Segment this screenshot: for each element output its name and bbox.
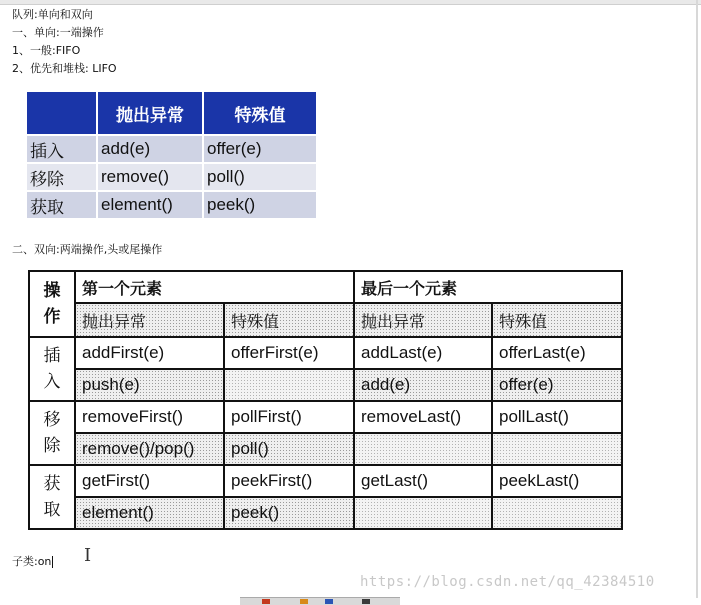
table2-cell: poll() [224,433,354,465]
table1-cell: element() [98,192,202,218]
top-border [0,0,701,5]
app-icon[interactable] [262,599,270,604]
section1-heading: 一、单向:一端操作 [12,26,104,39]
table1-header-throws: 抛出异常 [98,92,202,134]
table2-cell [354,497,492,529]
table2-op-remove: 移 除 [29,401,75,465]
table1-corner-cell [27,92,96,134]
table2-op-header: 操 作 [29,271,75,337]
table2-subheader-row [29,303,622,337]
table2-group-first: 第一个元素 [75,271,354,303]
table2-row [29,497,622,529]
table2-cell: getFirst() [75,465,224,497]
table2-cell [492,433,622,465]
table2-cell: peekFirst() [224,465,354,497]
table2-cell: addFirst(e) [75,337,224,369]
table2-cell: offerFirst(e) [224,337,354,369]
table2-cell: remove()/pop() [75,433,224,465]
table2-subheader: 特殊值 [224,303,354,337]
text-caret [52,556,53,568]
subclass-text-line[interactable] [12,553,53,569]
table2-cell: peekLast() [492,465,622,497]
app-icon[interactable] [300,599,308,604]
table2-subheader: 特殊值 [492,303,622,337]
watermark: https://blog.csdn.net/qq_42384510 [360,574,655,590]
table2-group-last: 最后一个元素 [354,271,622,303]
point-1: 1、一般:FIFO [12,44,81,57]
table1-header-row [27,92,316,134]
ibeam-cursor-icon: I [84,545,92,566]
table1-row [27,192,316,218]
single-queue-table [25,90,318,220]
table1-cell: remove() [98,164,202,190]
subclass-text: 子类:on [12,555,52,568]
table2-row [29,433,622,465]
table1-cell: poll() [204,164,316,190]
table2-cell: removeFirst() [75,401,224,433]
table2-cell: peek() [224,497,354,529]
table1-row [27,164,316,190]
point-2: 2、优先和堆栈: LIFO [12,62,117,75]
table2-cell: add(e) [354,369,492,401]
app-icon[interactable] [325,599,333,604]
table2-cell [354,433,492,465]
table2-cell: addLast(e) [354,337,492,369]
table2-cell: push(e) [75,369,224,401]
table2-cell: element() [75,497,224,529]
table2-cell: offer(e) [492,369,622,401]
table2-group-row [29,271,622,303]
table1-op-insert: 插入 [27,136,96,162]
deque-table [28,270,623,530]
table2-cell: offerLast(e) [492,337,622,369]
table2-cell: pollLast() [492,401,622,433]
table2-cell [224,369,354,401]
table2-op-insert: 插 入 [29,337,75,401]
table1-op-remove: 移除 [27,164,96,190]
table1-cell: add(e) [98,136,202,162]
table2-row [29,337,622,369]
table1-cell: peek() [204,192,316,218]
table2-row [29,465,622,497]
right-border [696,0,698,598]
table2-cell: removeLast() [354,401,492,433]
table2-cell: pollFirst() [224,401,354,433]
table1-cell: offer(e) [204,136,316,162]
section2-heading: 二、双向:两端操作,头或尾操作 [12,243,163,256]
table2-cell: getLast() [354,465,492,497]
table2-row [29,401,622,433]
title-line: 队列:单向和双向 [12,8,93,21]
app-icon[interactable] [362,599,370,604]
table2-op-get: 获 取 [29,465,75,529]
table1-op-get: 获取 [27,192,96,218]
table1-header-special: 特殊值 [204,92,316,134]
table2-subheader: 抛出异常 [354,303,492,337]
table2-row [29,369,622,401]
table2-subheader: 抛出异常 [75,303,224,337]
table2-cell [492,497,622,529]
table1-row [27,136,316,162]
